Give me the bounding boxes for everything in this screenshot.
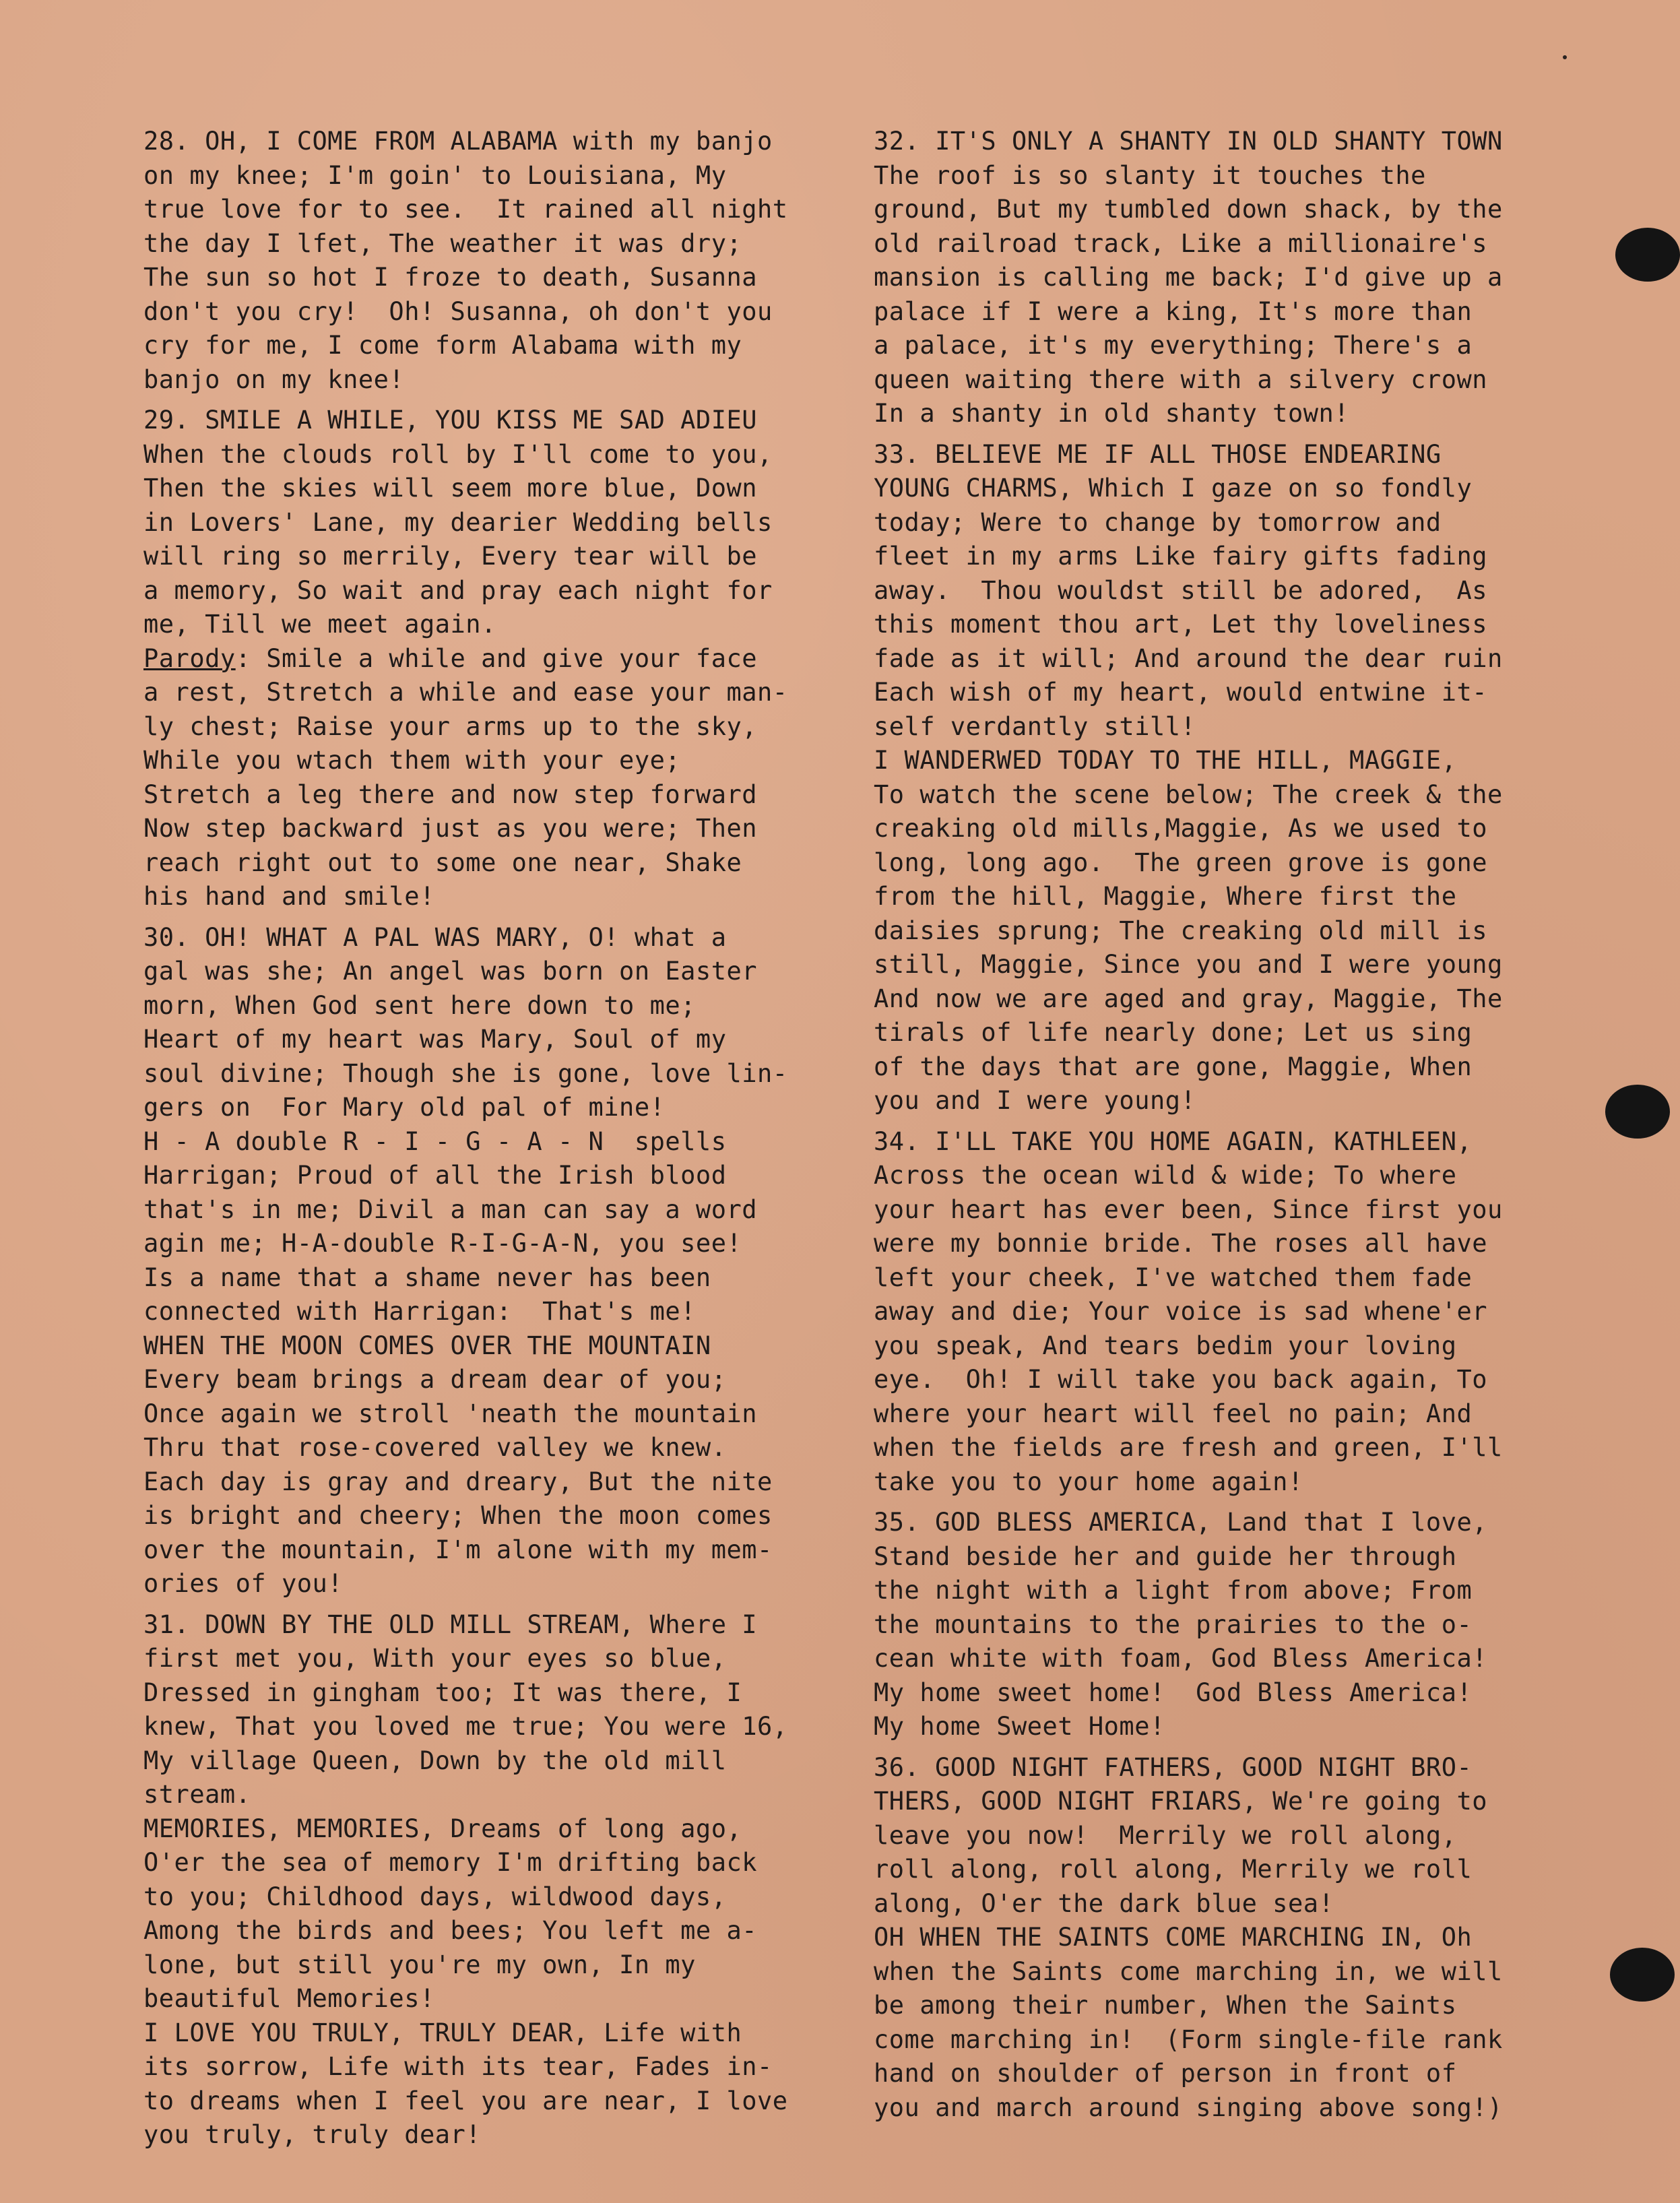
text-line: where your heart will feel no pain; And (874, 1399, 1473, 1428)
text-line: My home Sweet Home! (874, 1712, 1165, 1741)
text-line: self verdantly still! (874, 711, 1196, 741)
text-line: creaking old mills,Maggie, As we used to (874, 814, 1488, 843)
text-line: My home sweet home! God Bless America! (874, 1678, 1473, 1707)
text-line: long, long ago. The green grove is gone (874, 848, 1488, 877)
text-line: 31. DOWN BY THE OLD MILL STREAM, Where I (143, 1609, 758, 1639)
text-line: leave you now! Merrily we roll along, (874, 1820, 1457, 1850)
text-line: on my knee; I'm goin' to Louisiana, My (143, 160, 727, 190)
left-song-block (143, 125, 858, 397)
text-line: its sorrow, Life with its tear, Fades in- (143, 2052, 773, 2081)
text-line: cry for me, I come form Alabama with my (143, 331, 742, 360)
text-line: 34. I'LL TAKE YOU HOME AGAIN, KATHLEEN, (874, 1126, 1473, 1156)
text-line: reach right out to some one near, Shake (143, 848, 742, 877)
text-line: 36. GOOD NIGHT FATHERS, GOOD NIGHT BRO- (874, 1752, 1473, 1782)
left-column (143, 125, 858, 2159)
text-line: ground, But my tumbled down shack, by the (874, 195, 1503, 224)
text-line: Every beam brings a dream dear of you; (143, 1365, 727, 1394)
text-line: don't you cry! Oh! Susanna, oh don't you (143, 296, 773, 326)
text-line: true love for to see. It rained all night (143, 195, 788, 224)
right-song-block (874, 1751, 1608, 2126)
text-line: knew, That you loved me true; You were 16, (143, 1712, 788, 1741)
text-line: the night with a light from above; From (874, 1576, 1473, 1605)
text-line: MEMORIES, MEMORIES, Dreams of long ago, (143, 1814, 742, 1843)
text-line: Across the ocean wild & wide; To where (874, 1161, 1457, 1190)
text-line: Thru that rose-covered valley we knew. (143, 1433, 727, 1462)
text-line: Now step backward just as you were; Then (143, 814, 758, 843)
text-line: daisies sprung; The creaking old mill is (874, 916, 1488, 945)
text-line: connected with Harrigan: That's me! (143, 1297, 696, 1326)
text-line: THERS, GOOD NIGHT FRIARS, We're going to (874, 1787, 1488, 1816)
text-line: 29. SMILE A WHILE, YOU KISS ME SAD ADIEU (143, 406, 758, 435)
text-line: The roof is so slanty it touches the (874, 160, 1426, 190)
text-line: me, Till we meet again. (143, 610, 496, 639)
text-line: 33. BELIEVE ME IF ALL THOSE ENDEARING (874, 439, 1442, 469)
text-line: you speak, And tears bedim your loving (874, 1331, 1457, 1360)
text-line: ly chest; Raise your arms up to the sky, (143, 711, 758, 741)
text-line: this moment thou art, Let thy loveliness (874, 610, 1488, 639)
text-line: left your cheek, I've watched them fade (874, 1263, 1473, 1292)
text-line: to you; Childhood days, wildwood days, (143, 1882, 727, 1911)
text-line: I WANDERWED TODAY TO THE HILL, MAGGIE, (874, 746, 1457, 775)
right-song-block (874, 1125, 1608, 1500)
ink-speck (1563, 55, 1567, 59)
text-line: While you wtach them with your eye; (143, 746, 681, 775)
text-line: Stretch a leg there and now step forward (143, 779, 758, 809)
text-line: today; Were to change by tomorrow and (874, 507, 1442, 537)
text-line: And now we are aged and gray, Maggie, The (874, 984, 1503, 1013)
text-line: beautiful Memories! (143, 1984, 435, 2013)
text-line: YOUNG CHARMS, Which I gaze on so fondly (874, 474, 1473, 503)
text-line: tirals of life nearly done; Let us sing (874, 1018, 1473, 1047)
text-line: when the Saints come marching in, we will (874, 1956, 1503, 1986)
binder-hole-middle (1605, 1085, 1670, 1139)
text-line: In a shanty in old shanty town! (874, 399, 1350, 428)
left-song-block (143, 1608, 858, 2152)
text-line: away and die; Your voice is sad whene'er (874, 1297, 1488, 1326)
text-line: a palace, it's my everything; There's a (874, 331, 1473, 360)
right-column (874, 125, 1608, 2132)
text-line: Once again we stroll 'neath the mountain (143, 1399, 758, 1428)
text-line: that's in me; Divil a man can say a word (143, 1194, 758, 1224)
text-line: cean white with foam, God Bless America! (874, 1644, 1488, 1673)
text-line: your heart has ever been, Since first you (874, 1194, 1503, 1224)
text-line: soul divine; Though she is gone, love lin- (143, 1058, 788, 1088)
text-line: to dreams when I feel you are near, I love (143, 2086, 788, 2115)
text-line: eye. Oh! I will take you back again, To (874, 1365, 1488, 1394)
right-song-block (874, 1506, 1608, 1744)
text-line: 35. GOD BLESS AMERICA, Land that I love, (874, 1508, 1488, 1537)
text-line: from the hill, Maggie, Where first the (874, 882, 1457, 911)
left-song-block (143, 404, 858, 914)
text-line: fleet in my arms Like fairy gifts fading (874, 542, 1488, 571)
text-line: old railroad track, Like a millionaire's (874, 228, 1488, 258)
text-line: 30. OH! WHAT A PAL WAS MARY, O! what a (143, 922, 727, 952)
text-line: Harrigan; Proud of all the Irish blood (143, 1161, 727, 1190)
text-line: along, O'er the dark blue sea! (874, 1888, 1334, 1918)
text-line: a rest, Stretch a while and ease your man- (143, 678, 788, 707)
text-line: O'er the sea of memory I'm drifting back (143, 1848, 758, 1877)
text-line: in Lovers' Lane, my dearier Wedding bells (143, 507, 773, 537)
text-line: when the fields are fresh and green, I'll (874, 1433, 1503, 1462)
text-line: I LOVE YOU TRULY, TRULY DEAR, Life with (143, 2018, 742, 2047)
text-line: Heart of my heart was Mary, Soul of my (143, 1025, 727, 1054)
text-line: To watch the scene below; The creek & the (874, 779, 1503, 809)
text-line: over the mountain, I'm alone with my mem- (143, 1535, 773, 1564)
text-line: morn, When God sent here down to me; (143, 990, 696, 1020)
text-line: palace if I were a king, It's more than (874, 296, 1473, 326)
text-line: OH WHEN THE SAINTS COME MARCHING IN, Oh (874, 1923, 1473, 1952)
text-line: 32. IT'S ONLY A SHANTY IN OLD SHANTY TOWN (874, 127, 1503, 156)
text-line: banjo on my knee! (143, 364, 405, 394)
text-line: first met you, With your eyes so blue, (143, 1644, 727, 1673)
text-line: you and march around singing above song!) (874, 2093, 1503, 2122)
right-song-block (874, 125, 1608, 431)
binder-hole-bottom (1610, 1948, 1675, 2002)
text-line: agin me; H-A-double R-I-G-A-N, you see! (143, 1229, 742, 1258)
text-line: of the days that are gone, Maggie, When (874, 1052, 1473, 1081)
text-line: roll along, roll along, Merrily we roll (874, 1855, 1473, 1884)
parody-label: Parody (143, 643, 236, 673)
text-line: were my bonnie bride. The roses all have (874, 1229, 1488, 1258)
text-line: Dressed in gingham too; It was there, I (143, 1678, 742, 1707)
text-line: gal was she; An angel was born on Easter (143, 957, 758, 986)
text-line: hand on shoulder of person in front of (874, 2059, 1457, 2088)
text-line: 28. OH, I COME FROM ALABAMA with my banjo (143, 127, 773, 156)
text-line: Each day is gray and dreary, But the nite (143, 1467, 773, 1496)
text-line: lone, but still you're my own, In my (143, 1950, 696, 1979)
text-line: Stand beside her and guide her through (874, 1541, 1457, 1571)
text-line: the mountains to the prairies to the o- (874, 1609, 1473, 1639)
text-line: Parody: Smile a while and give your face (143, 643, 758, 673)
text-line: come marching in! (Form single-file rank (874, 2024, 1503, 2054)
text-line: be among their number, When the Saints (874, 1991, 1457, 2020)
text-line: My village Queen, Down by the old mill (143, 1746, 727, 1775)
text-line: stream. (143, 1780, 251, 1809)
text-line: The sun so hot I froze to death, Susanna (143, 263, 758, 292)
text-line: gers on For Mary old pal of mine! (143, 1093, 666, 1122)
text-line: fade as it will; And around the dear ruin (874, 643, 1503, 673)
text-line: take you to your home again! (874, 1467, 1303, 1496)
text-line: is bright and cheery; When the moon comes (143, 1501, 773, 1530)
text-line: still, Maggie, Since you and I were young (874, 950, 1503, 979)
text-line: WHEN THE MOON COMES OVER THE MOUNTAIN (143, 1331, 711, 1360)
text-line: When the clouds roll by I'll come to you, (143, 439, 773, 469)
text-line: a memory, So wait and pray each night for (143, 575, 773, 605)
text-line: you and I were young! (874, 1086, 1196, 1115)
text-line: Is a name that a shame never has been (143, 1263, 711, 1292)
text-line: H - A double R - I - G - A - N spells (143, 1126, 727, 1156)
text-line: will ring so merrily, Every tear will be (143, 542, 758, 571)
text-line: Then the skies will seem more blue, Down (143, 474, 758, 503)
text-line: Each wish of my heart, would entwine it- (874, 678, 1488, 707)
binder-hole-top (1615, 228, 1680, 282)
left-song-block (143, 921, 858, 1601)
text-line: his hand and smile! (143, 882, 435, 911)
text-line: Among the birds and bees; You left me a- (143, 1916, 758, 1945)
text-line: away. Thou wouldst still be adored, As (874, 575, 1488, 605)
text-line: mansion is calling me back; I'd give up a (874, 263, 1503, 292)
right-song-block (874, 438, 1608, 1118)
text-line: the day I lfet, The weather it was dry; (143, 228, 742, 258)
text-line: ories of you! (143, 1569, 344, 1598)
text-line: queen waiting there with a silvery crown (874, 364, 1488, 394)
text-line: you truly, truly dear! (143, 2120, 482, 2149)
